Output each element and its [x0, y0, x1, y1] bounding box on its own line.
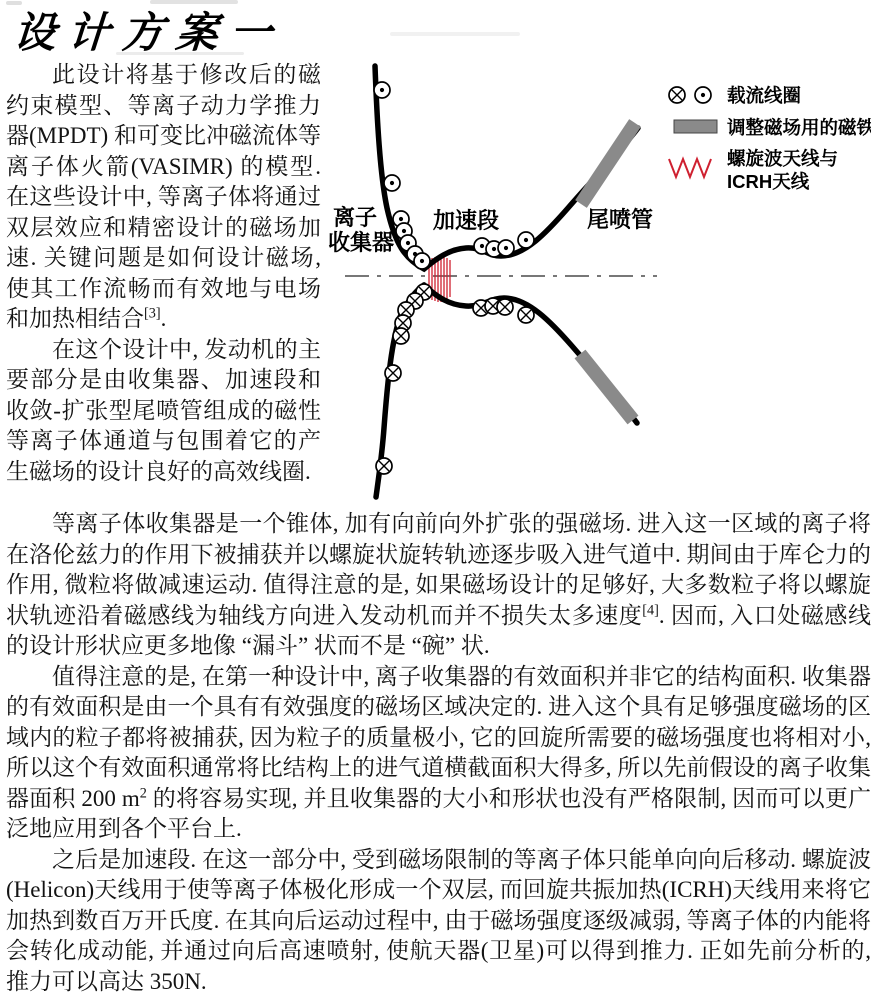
coil-out-icon	[498, 240, 514, 256]
magnet-lower	[580, 354, 633, 420]
coil-in-icons	[376, 284, 534, 474]
thruster-diagram	[325, 60, 871, 503]
coil-out-icon	[414, 253, 430, 269]
coil-out-icon	[518, 232, 534, 248]
paragraph-engine-parts: 在这个设计中, 发动机的主要部分是由收集器、加速段和收敛-扩张型尾喷管组成的磁性等离子体通道与包围着它的产生磁场的设计良好的高效线圈.	[6, 336, 321, 484]
coil-in-icon	[385, 365, 401, 381]
label-tail-nozzle: 尾喷管	[587, 207, 654, 232]
coil-in-icon	[497, 299, 513, 315]
legend-antenna-label-line2: ICRH天线	[727, 171, 810, 192]
thruster-diagram-svg	[325, 60, 871, 503]
paragraph-design-basis: 此设计将基于修改后的磁约束模型、等离子动力学推力器(MPDT) 和可变比冲磁流体等离子体火箭(VASIMR) 的模型. 在这些设计中, 等离子体将通过双层效应和精密设计的磁场加速. 关键问题是如何设计磁场, 使其工作流畅而有效地与电场和加热相结合[3].	[6, 62, 321, 331]
coil-in-icon	[376, 458, 392, 474]
legend-coil-in-icon	[669, 87, 685, 103]
bottom-wall-curve-right	[424, 285, 637, 423]
legend-coil-label: 载流线圈	[727, 85, 802, 106]
paragraph-acceleration-section: 之后是加速段. 在这一部分中, 受到磁场限制的等离子体只能单向向后移动. 螺旋波(Helicon)天线用于使等离子体极化形成一个双层, 而回旋共振加热(ICRH)天线用来将它加热到数百万开氏度. 在其向后运动过程中, 由于磁场强度逐级减弱, 等离子体的内能将会转化成动能, 并通过向后高速喷射, 使航天器(卫星)可以得到推力. 正如先前分析的, 推力可以高达 350N.	[6, 846, 871, 994]
magnet-upper	[581, 123, 635, 204]
label-ion-collector-line1: 离子	[333, 205, 378, 230]
paragraph-collector-cone: 等离子体收集器是一个锥体, 加有向前向外扩张的强磁场. 进入这一区域的离子将在洛伦兹力的作用下被捕获并以螺旋状旋转轨迹逐步吸入进气道中. 期间由于库仑力的作用, 微粒将做减速运动. 值得注意的是, 如果磁场设计的足够好, 大多数粒子将以螺旋状轨迹沿着磁感线为轴线方向进入发动机而并不损失太多速度[4]. 因而, 入口处磁感线的设计形状应更多地像 “漏斗” 状而不是 “碗” 状.	[6, 511, 872, 658]
legend-coil-out-icon	[695, 87, 711, 103]
label-ion-collector-line2: 收集器	[328, 230, 395, 255]
coil-in-icon	[393, 328, 409, 344]
coil-out-icon	[384, 175, 400, 191]
legend-magnet-label: 调整磁场用的磁铁	[727, 117, 871, 138]
label-acceleration-section: 加速段	[433, 208, 500, 233]
paragraph-effective-area: 值得注意的是, 在第一种设计中, 离子收集器的有效面积并非它的结构面积. 收集器的有效面积是由一个具有有效强度的磁场区域决定的. 进入这个具有足够强度磁场的区域内的粒子都将被捕获, 因为粒子的质量极小, 它的回旋所需要的磁场强度也将相对小, 所以这个有效面积通常将比结构上的进气道横截面积大得多, 所以先前假设的离子收集器面积 200 $m^2$ 的将容易实现, 并且收集器的大小和形状也没有严格限制, 因而可以更广泛地应用到各个平台上.	[6, 663, 872, 841]
article	[0, 60, 876, 997]
scan-artifact	[150, 0, 238, 4]
legend	[669, 85, 871, 192]
legend-magnet-swatch	[674, 120, 717, 133]
page-title: 设计方案一	[12, 9, 286, 56]
legend-antenna-icon	[669, 159, 711, 177]
legend-antenna-label-line1: 螺旋波天线与	[727, 148, 839, 169]
scan-artifact	[6, 1, 22, 5]
coil-in-icon	[518, 307, 534, 323]
coil-out-icon	[374, 82, 390, 98]
